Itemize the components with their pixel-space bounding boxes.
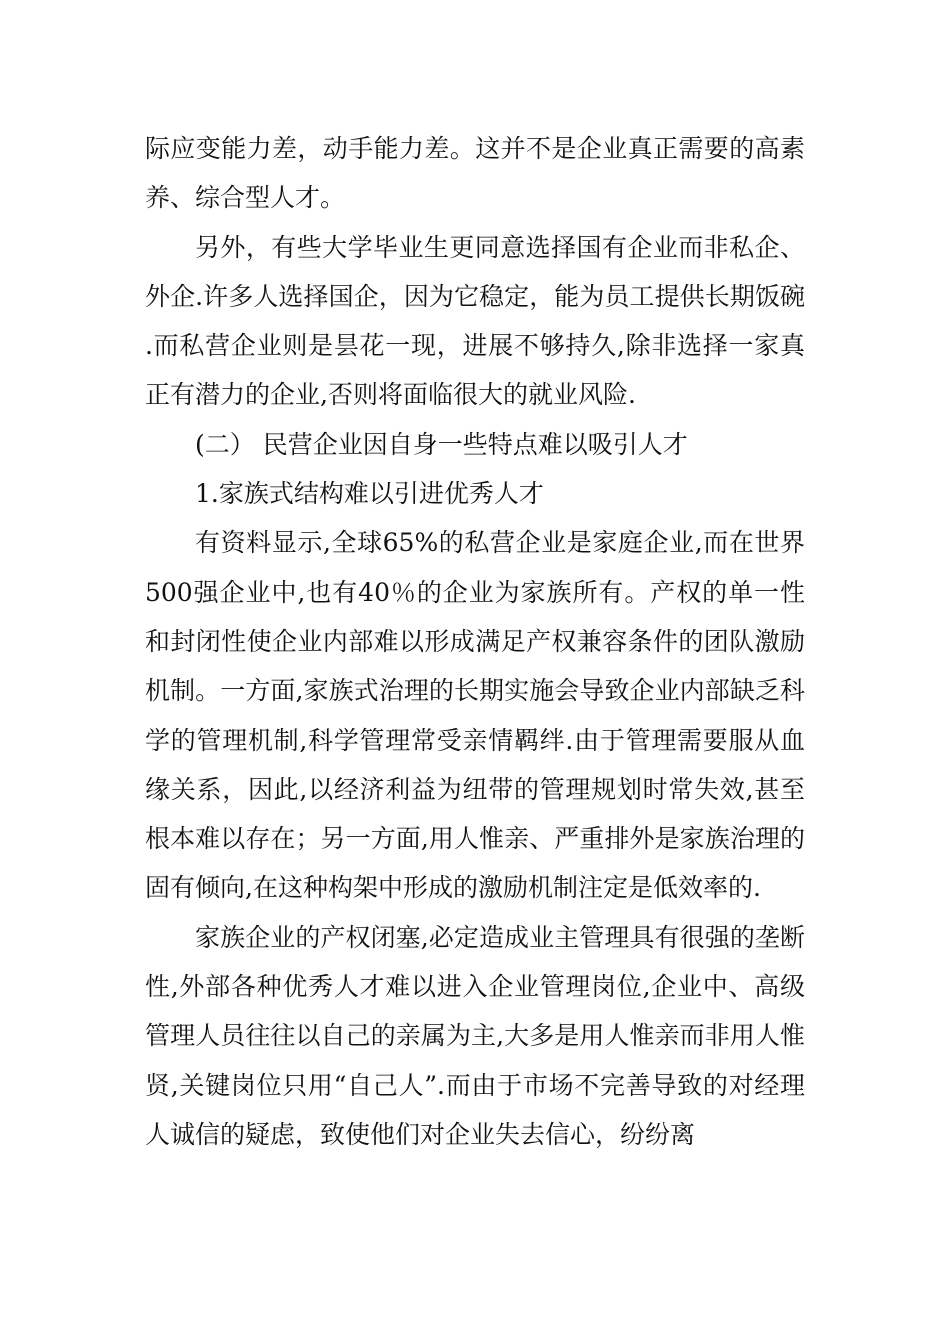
paragraph-continuation: 际应变能力差，动手能力差。这并不是企业真正需要的高素养、综合型人才。 xyxy=(145,134,805,213)
paragraph-family-enterprise-data: 有资料显示,全球65%的私营企业是家庭企业,而在世界500强企业中,也有40％的企业为家族所有。产权的单一性和封闭性使企业内部难以形成满足产权兼容条件的团队激励机制。一方面,家族式治理的长期实施会导致企业内部缺乏科学的管理机制,科学管理常受亲情羁绊.由于管理需要服从血缘关系，因此,以经济利益为纽带的管理规划时常失效,甚至根本难以存在；另一方面,用人惟亲、严重排外是家族治理的固有倾向,在这种构架中形成的激励机制注定是低效率的. xyxy=(145,528,805,903)
document-body xyxy=(145,124,805,1159)
paragraph-family-enterprise-ownership: 家族企业的产权闭塞,必定造成业主管理具有很强的垄断性,外部各种优秀人才难以进入企业管理岗位,企业中、高级管理人员往往以自己的亲属为主,大多是用人惟亲而非用人惟贤,关键岗位只用“自己人”.而由于市场不完善导致的对经理人诚信的疑虑，致使他们对企业失去信心，纷纷离 xyxy=(145,922,805,1149)
subsection-heading: 1.家族式结构难以引进优秀人才 xyxy=(195,479,544,509)
section-heading: (二） 民营企业因自身一些特点难以吸引人才 xyxy=(195,429,688,459)
paragraph-state-enterprise-preference: 另外，有些大学毕业生更同意选择国有企业而非私企、外企.许多人选择国企，因为它稳定，能为员工提供长期饭碗.而私营企业则是昙花一现，进展不够持久,除非选择一家真正有潜力的企业,否则将面临很大的就业风险. xyxy=(145,232,805,410)
